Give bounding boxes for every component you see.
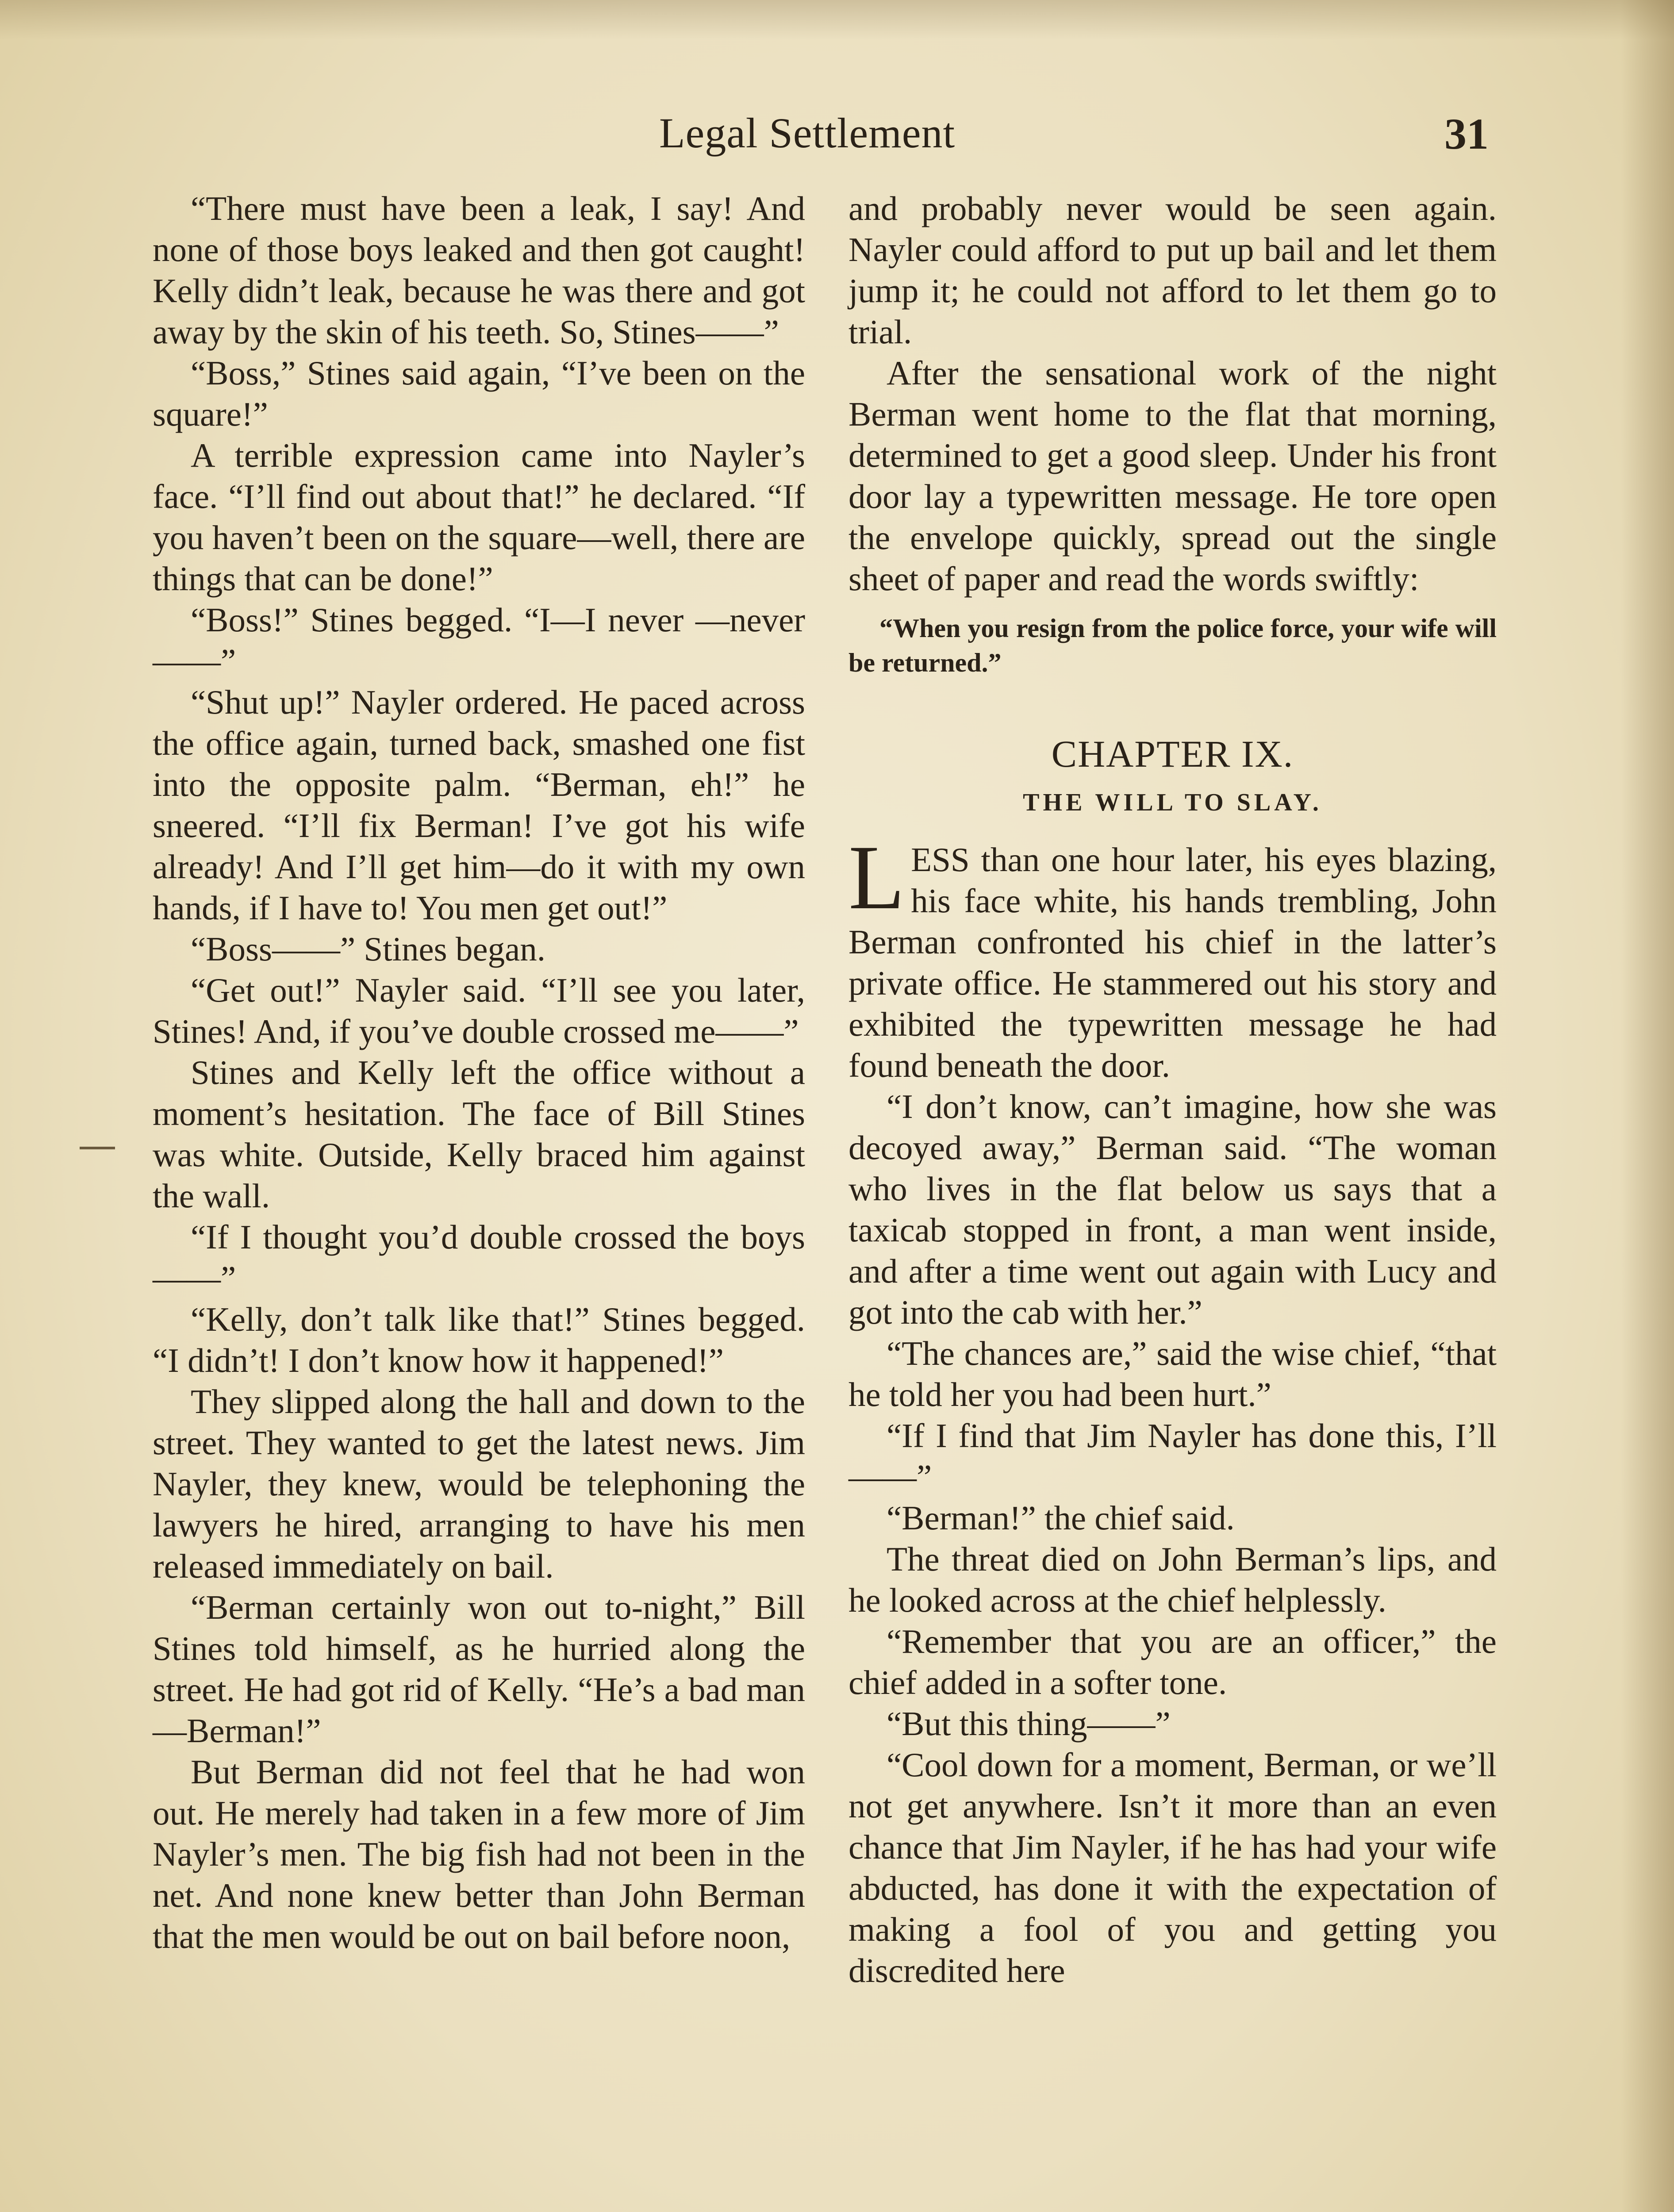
drop-cap: L (849, 826, 905, 928)
paragraph: “Get out!” Nayler said. “I’ll see you later, Stines! And, if you’ve double crossed me——” (153, 971, 805, 1050)
paragraph: “Berman!” the chief said. (887, 1499, 1235, 1537)
paragraph: “If I find that Jim Nayler has done this, I’ll——” (849, 1417, 1497, 1496)
paragraph: “Remember that you are an officer,” the chief added in a softer tone. (849, 1622, 1497, 1701)
chapter-opening-paragraph (849, 826, 1497, 1086)
page-number: 31 (1444, 109, 1489, 158)
paragraph-continued: and probably never would be seen again. Nayler could afford to put up bail and let them jump it; he could not afford to let them go to trial. (849, 189, 1497, 351)
paragraph: “Shut up!” Nayler ordered. He paced across the office again, turned back, smashed one fist into the opposite palm. “Berman, eh!” he sneered. “I’ll fix Berman! I’ve got his wife already! And I’ll get him—do it with my own hands, if I have to! You men get out!” (153, 683, 805, 927)
paragraph: “I don’t know, can’t imagine, how she was decoyed away,” Berman said. “The woman who lives in the flat below us says that a taxicab stopped in front, a man went inside, and after a time went out again with Lucy and got into the cab with her.” (849, 1087, 1497, 1331)
paragraph: “But this thing——” (887, 1705, 1171, 1743)
paragraph: “Berman certainly won out to-night,” Bill Stines told himself, as he hurried along the street. He had got rid of Kelly. “He’s a bad man—Berman!” (153, 1588, 805, 1750)
left-column (153, 188, 805, 1957)
paragraph: “Kelly, don’t talk like that!” Stines begged. “I didn’t! I don’t know how it happened!” (153, 1300, 805, 1379)
paragraph: “There must have been a leak, I say! And none of those boys leaked and then got caught! Kelly didn’t leak, because he was there and got away by the skin of his teeth. So, Stines——” (153, 189, 805, 351)
paragraph: The threat died on John Berman’s lips, and he looked across at the chief helplessly. (849, 1540, 1497, 1619)
paragraph: “Boss——” Stines began. (191, 930, 545, 968)
paragraph: “Boss!” Stines begged. “I—I never —never——” (153, 601, 805, 680)
chapter-subtitle: THE WILL TO SLAY. (1023, 789, 1322, 816)
right-column (849, 188, 1497, 1991)
paragraph: After the sensational work of the night Berman went home to the flat that morning, determined to get a good sleep. Under his front door lay a typewritten message. He tore open the envelope quickly, spread out the single sheet of paper and read the words swiftly: (849, 354, 1497, 598)
running-title: Legal Settlement (659, 109, 956, 157)
paragraph: “Boss,” Stines said again, “I’ve been on the square!” (153, 354, 805, 433)
running-head (0, 108, 1674, 161)
paragraph: They slipped along the hall and down to the street. They wanted to get the latest news. Jim Nayler, they knew, would be telephoning the lawyers he hired, arranging to have his men released immediately on bail. (153, 1382, 805, 1585)
page-edge-shadow-top (0, 0, 1674, 40)
paragraph: “If I thought you’d double crossed the boys——” (153, 1218, 805, 1297)
paragraph: But Berman did not feel that he had won out. He merely had taken in a few more of Jim Nayler’s men. The big fish had not been in the net. And none knew better than John Berman that the men would be out on bail before noon, (153, 1753, 805, 1955)
chapter-heading: CHAPTER IX. (1051, 733, 1294, 775)
paragraph: Stines and Kelly left the office without a moment’s hesitation. The face of Bill Stines was white. Outside, Kelly braced him against the wall. (153, 1053, 805, 1215)
paragraph: “Cool down for a moment, Berman, or we’ll not get anywhere. Isn’t it more than an even chance that Jim Nayler, if he has had your wife abducted, has done it with the expectation of making a fool of you and getting you discredited here (849, 1746, 1497, 1989)
typewritten-message: “When you resign from the police force, your wife will be returned.” (849, 614, 1497, 677)
page-edge-shadow-right (1621, 0, 1674, 2212)
chapter-opening-text: ESS than one hour later, his eyes blazing, his face white, his hands trembling, John Berman confronted his chief in the latter’s private office. He stammered out his story and exhibited the typewritten message he had found beneath the door. (849, 841, 1497, 1084)
paragraph: A terrible expression came into Nayler’s face. “I’ll find out about that!” he declared. “If you haven’t been on the square—well, there are things that can be done!” (153, 436, 805, 598)
paragraph: “The chances are,” said the wise chief, “that he told her you had been hurt.” (849, 1334, 1497, 1413)
margin-mark (80, 1147, 115, 1149)
